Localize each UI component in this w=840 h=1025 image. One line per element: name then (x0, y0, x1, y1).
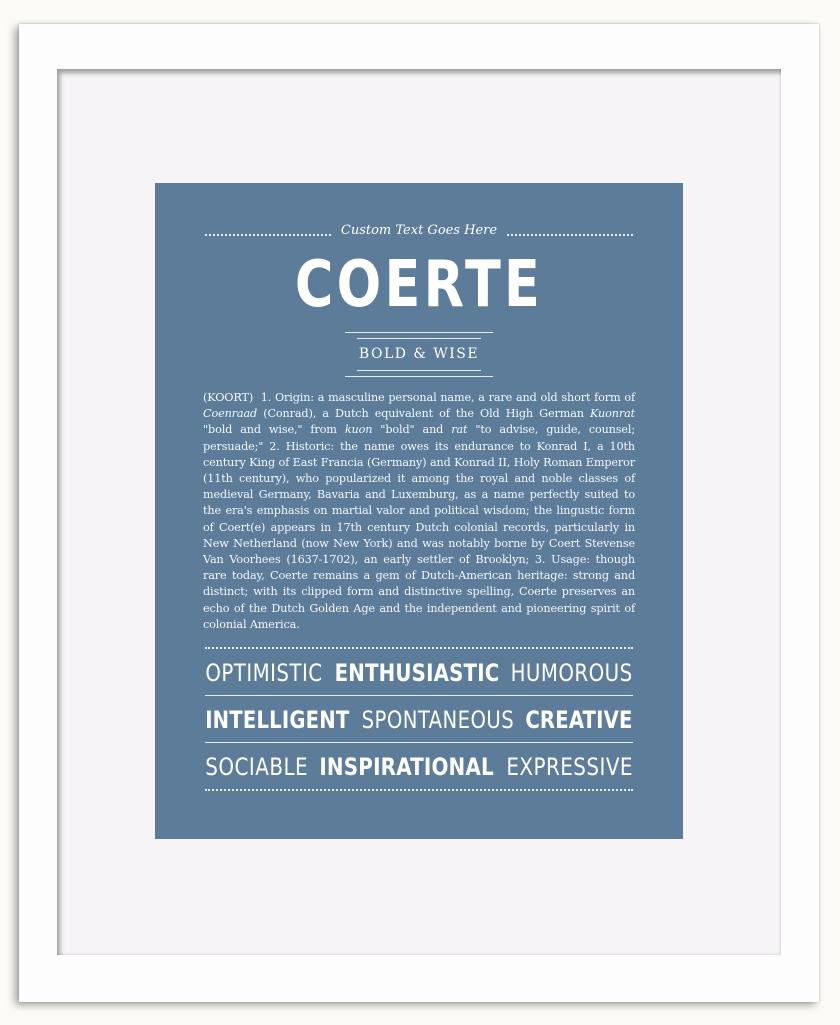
name-definition (203, 390, 635, 633)
meaning-rule-top-1 (345, 332, 493, 333)
definition-text-3: "bold and wise," from (203, 423, 345, 437)
pronunciation: (KOORT) (203, 391, 254, 404)
trait-row-3 (205, 747, 633, 787)
dotted-divider-right (507, 234, 633, 236)
definition-italic-4: rat (451, 423, 468, 437)
definition-italic-3: kuon (344, 423, 373, 437)
trait-word: CREATIVE (525, 706, 633, 734)
trait-row-1 (205, 653, 633, 693)
trait-word: OPTIMISTIC (205, 659, 323, 687)
custom-text: Custom Text Goes Here (340, 223, 498, 238)
trait-word: INTELLIGENT (205, 706, 350, 734)
picture-frame (19, 24, 819, 1002)
trait-word: ENTHUSIASTIC (334, 659, 500, 687)
definition-text-5: "to advise, guide, counsel; persuade;" 2. Historic: the name owes its endurance to Konrad I, a 10th century King of East Francia (Germany) and Konrad II, Holy Roman Emperor (11th century), who popularized it among the royal and noble classes of medieval Germany, Bavaria and Luxemburg, as a name perfectly suited to the era's emphasis on martial valor and political wisdom; the lingustic form of Coert(e) appears in 17th century Dutch colonial records, particularly in New Netherland (now New York) and was notably borne by Coert Stevense Van Voorhees (1637-1702), an early settler of Brooklyn; 3. Usage: though rare today, Coerte remains a gem of Dutch-American heritage: strong and distinct; with its clipped form and distinctive spelling, Coerte preserves an echo of the Dutch Golden Age and the independent and pioneering spirit of colonial America. (203, 423, 635, 631)
frame-mat (57, 69, 781, 955)
trait-word: SOCIABLE (205, 753, 308, 781)
trait-row-2 (205, 700, 633, 740)
meaning-rule-bottom-1 (357, 370, 481, 371)
definition-text-4: "bold" and (372, 423, 452, 437)
name-print (155, 183, 683, 839)
trait-word: HUMOROUS (511, 659, 633, 687)
name-meaning: BOLD & WISE (358, 346, 480, 362)
trait-word: EXPRESSIVE (506, 753, 633, 781)
definition-italic-1: Coenraad (203, 407, 258, 421)
trait-word: SPONTANEOUS (361, 706, 514, 734)
definition-text-2: (Conrad), a Dutch equivalent of the Old High German (257, 407, 591, 421)
meaning-rule-bottom-2 (345, 376, 493, 377)
meaning-rule-top-2 (357, 338, 481, 339)
definition-text-1: 1. Origin: a masculine personal name, a rare and old short form of (260, 391, 635, 404)
definition-italic-2: Kuonrat (590, 407, 635, 421)
trait-row-divider-2 (205, 742, 633, 743)
name-title: COERTE (294, 248, 544, 322)
trait-row-divider-1 (205, 695, 633, 696)
custom-text-row (205, 221, 633, 245)
dotted-divider-traits-bottom (205, 789, 633, 791)
dotted-divider-traits-top (205, 647, 633, 649)
trait-word: INSPIRATIONAL (319, 753, 495, 781)
